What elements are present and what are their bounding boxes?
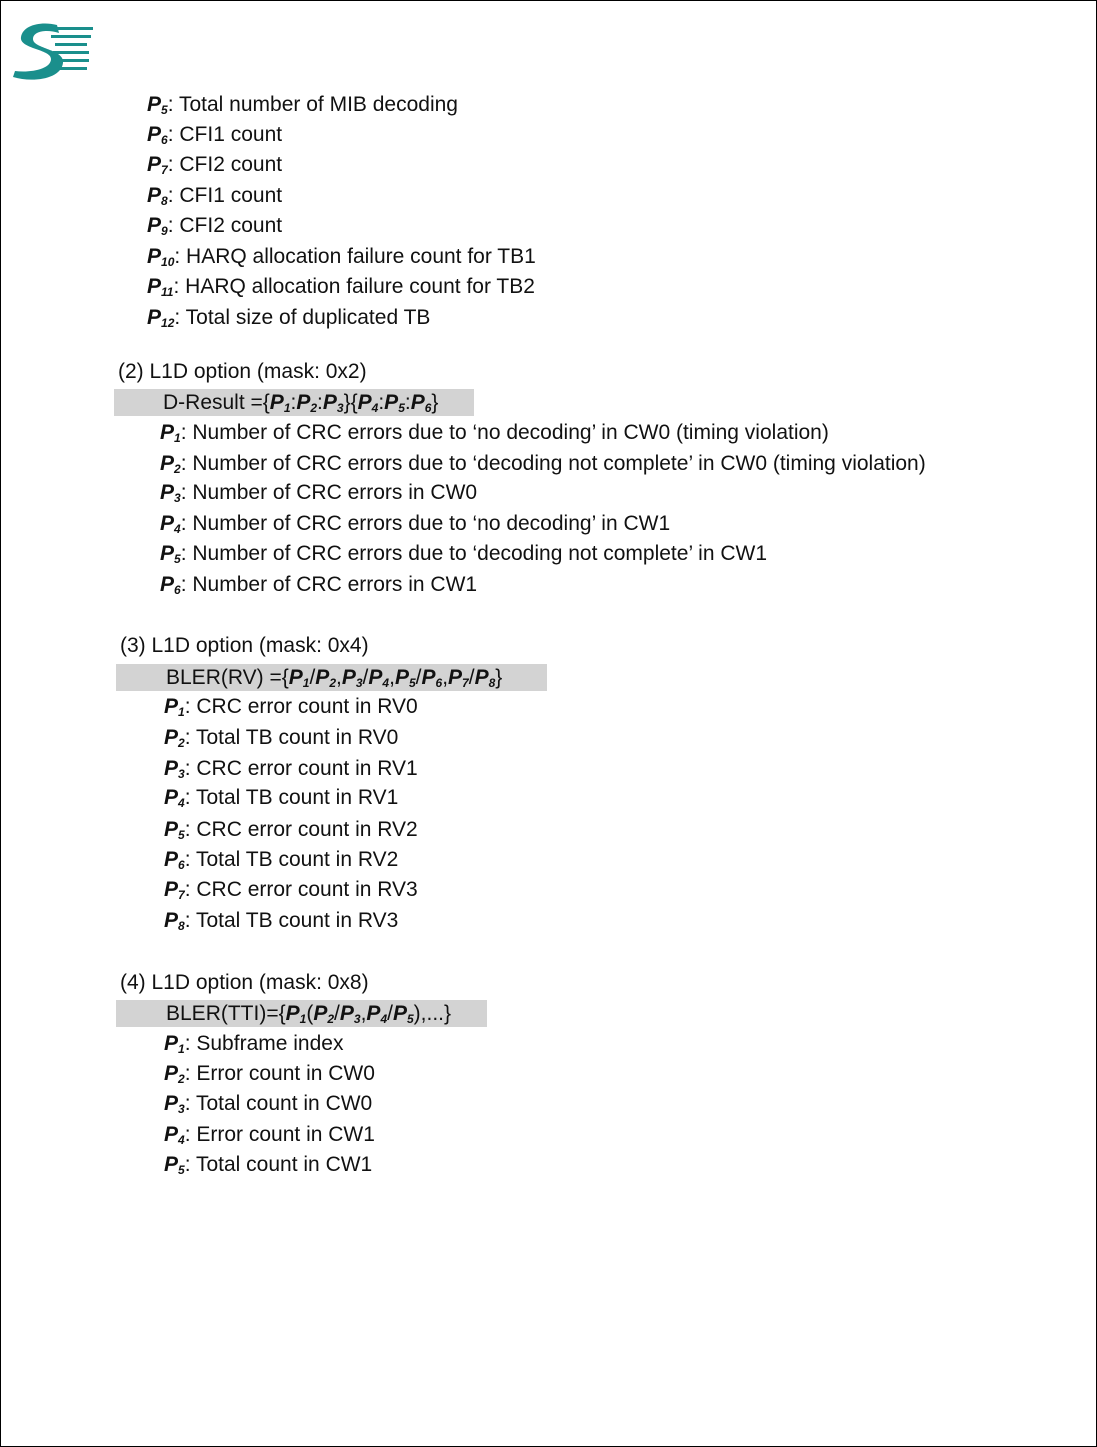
- list-item: $P_5$: Total number of MIB decoding: [147, 93, 458, 117]
- list-item: $P_2$: Error count in CW0: [164, 1062, 375, 1086]
- section-heading: (3) L1D option (mask: 0x4): [120, 634, 369, 657]
- list-item: $P_{10}$: HARQ allocation failure count for TB1: [147, 245, 536, 269]
- list-item: $P_5$: CRC error count in RV2: [164, 818, 418, 842]
- list-item: $P_{12}$: Total size of duplicated TB: [147, 306, 431, 330]
- list-item: $P_1$: CRC error count in RV0: [164, 695, 418, 719]
- section-heading: (2) L1D option (mask: 0x2): [118, 360, 367, 383]
- formula-d-result: D-Result $=\{P_1:P_2:P_3\}\{P_4:P_5:P_6\}$: [114, 389, 474, 416]
- list-item: $P_4$: Error count in CW1: [164, 1123, 375, 1147]
- list-item: $P_2$: Number of CRC errors due to ‘decoding not complete’ in CW0 (timing violation): [160, 452, 926, 476]
- list-item: $P_7$: CFI2 count: [147, 153, 283, 177]
- list-item: $P_8$: CFI1 count: [147, 184, 283, 208]
- list-item: $P_{11}$: HARQ allocation failure count for TB2: [147, 275, 535, 299]
- list-item: $P_3$: Number of CRC errors in CW0: [160, 481, 478, 505]
- list-item: $P_4$: Number of CRC errors due to ‘no decoding’ in CW1: [160, 512, 671, 536]
- list-item: $P_7$: CRC error count in RV3: [164, 878, 418, 902]
- formula-bler-tti: $BLER(TTI)=\{P_1(P_2/P_3,P_4/P_5),...\}$: [116, 1000, 487, 1027]
- list-item: $P_1$: Subframe index: [164, 1032, 344, 1056]
- list-item: $P_3$: CRC error count in RV1: [164, 757, 418, 781]
- section-heading: (4) L1D option (mask: 0x8): [120, 971, 369, 994]
- list-item: $P_1$: Number of CRC errors due to ‘no decoding’ in CW0 (timing violation): [160, 421, 829, 445]
- list-item: $P_6$: Number of CRC errors in CW1: [160, 573, 478, 597]
- list-item: $P_2$: Total TB count in RV0: [164, 726, 399, 750]
- list-item: $P_5$: Total count in CW1: [164, 1153, 373, 1177]
- list-item: $P_4$: Total TB count in RV1: [164, 786, 399, 810]
- list-item: $P_8$: Total TB count in RV3: [164, 909, 399, 933]
- list-item: $P_6$: Total TB count in RV2: [164, 848, 399, 872]
- list-item: $P_3$: Total count in CW0: [164, 1092, 373, 1116]
- formula-bler-rv: BLER(RV) $=\{P_1/P_2,P_3/P_4,P_5/P_6,P_7/P_8\}$: [116, 664, 547, 691]
- list-item: $P_5$: Number of CRC errors due to ‘decoding not complete’ in CW1: [160, 542, 768, 566]
- company-logo: [11, 19, 95, 83]
- list-item: $P_6$: CFI1 count: [147, 123, 283, 147]
- list-item: $P_9$: CFI2 count: [147, 214, 283, 238]
